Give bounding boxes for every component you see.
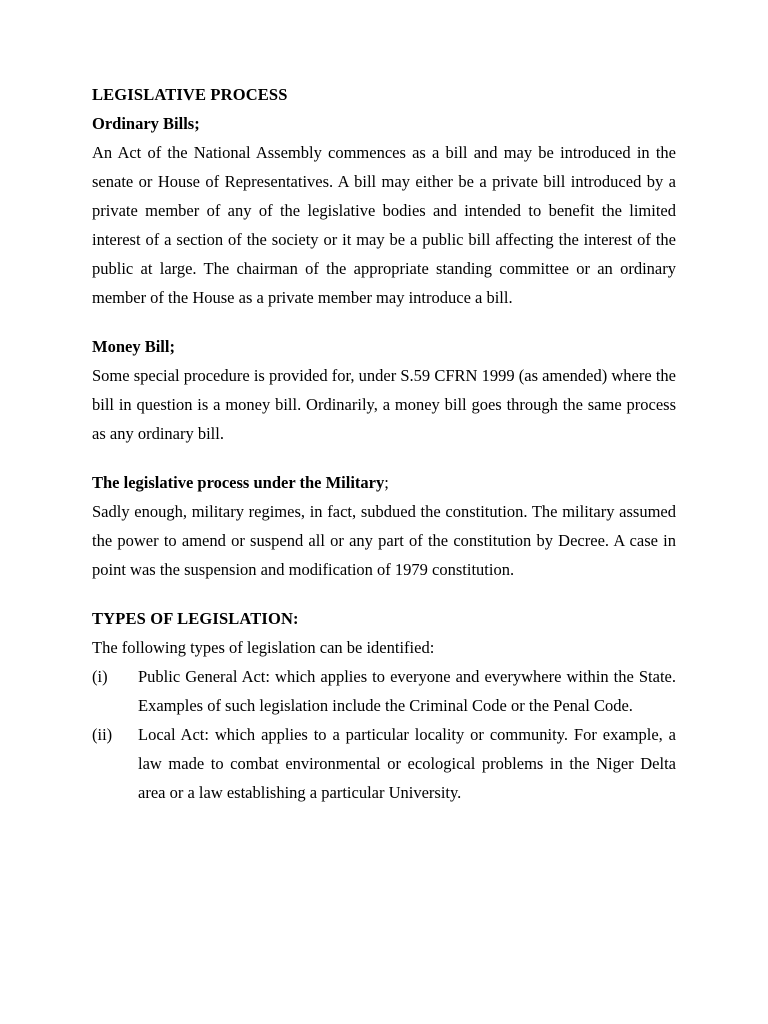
- section-heading-ordinary-bills: Ordinary Bills;: [92, 114, 200, 133]
- section-heading-military: [92, 468, 676, 497]
- section-heading-military-punctuation: ;: [384, 473, 389, 492]
- list-item-text: Public General Act: which applies to everyone and everywhere within the State. Examples of such legislation include the Criminal Code or the Penal Code.: [138, 667, 676, 715]
- section-heading-money-bill: Money Bill;: [92, 337, 175, 356]
- paragraph-types-intro: The following types of legislation can be identified:: [92, 638, 435, 657]
- section-spacer: [92, 312, 676, 332]
- section-heading-military-bold: The legislative process under the Military: [92, 473, 385, 492]
- page-title: LEGISLATIVE PROCESS: [92, 85, 288, 104]
- document-body: [92, 80, 676, 807]
- section-heading-types-of-legislation: TYPES OF LEGISLATION:: [92, 609, 299, 628]
- legislation-types-list: [92, 662, 676, 807]
- paragraph-military: Sadly enough, military regimes, in fact, subdued the constitution. The military assumed the power to amend or suspend all or any part of the constitution by Decree. A case in point was the suspension and modification of 1979 constitution.: [92, 502, 676, 579]
- section-spacer: [92, 584, 676, 604]
- section-spacer: [92, 448, 676, 468]
- paragraph-ordinary-bills: An Act of the National Assembly commences as a bill and may be introduced in the senate or House of Representatives. A bill may either be a private bill introduced by a private member of any of the legislative bodies and intended to benefit the limited interest of a section of the society or it may be a public bill affecting the interest of the public at large. The chairman of the appropriate standing committee or an ordinary member of the House as a private member may introduce a bill.: [92, 143, 676, 307]
- list-item-text: Local Act: which applies to a particular locality or community. For example, a law made to combat environmental or ecological problems in the Niger Delta area or a law establishing a particular University.: [138, 725, 676, 802]
- list-item-marker: (i): [92, 667, 108, 686]
- list-item-marker: (ii): [92, 725, 113, 744]
- list-item: [92, 662, 676, 720]
- paragraph-money-bill: Some special procedure is provided for, under S.59 CFRN 1999 (as amended) where the bill in question is a money bill. Ordinarily, a money bill goes through the same process as any ordinary bill.: [92, 366, 676, 443]
- list-item: [92, 720, 676, 807]
